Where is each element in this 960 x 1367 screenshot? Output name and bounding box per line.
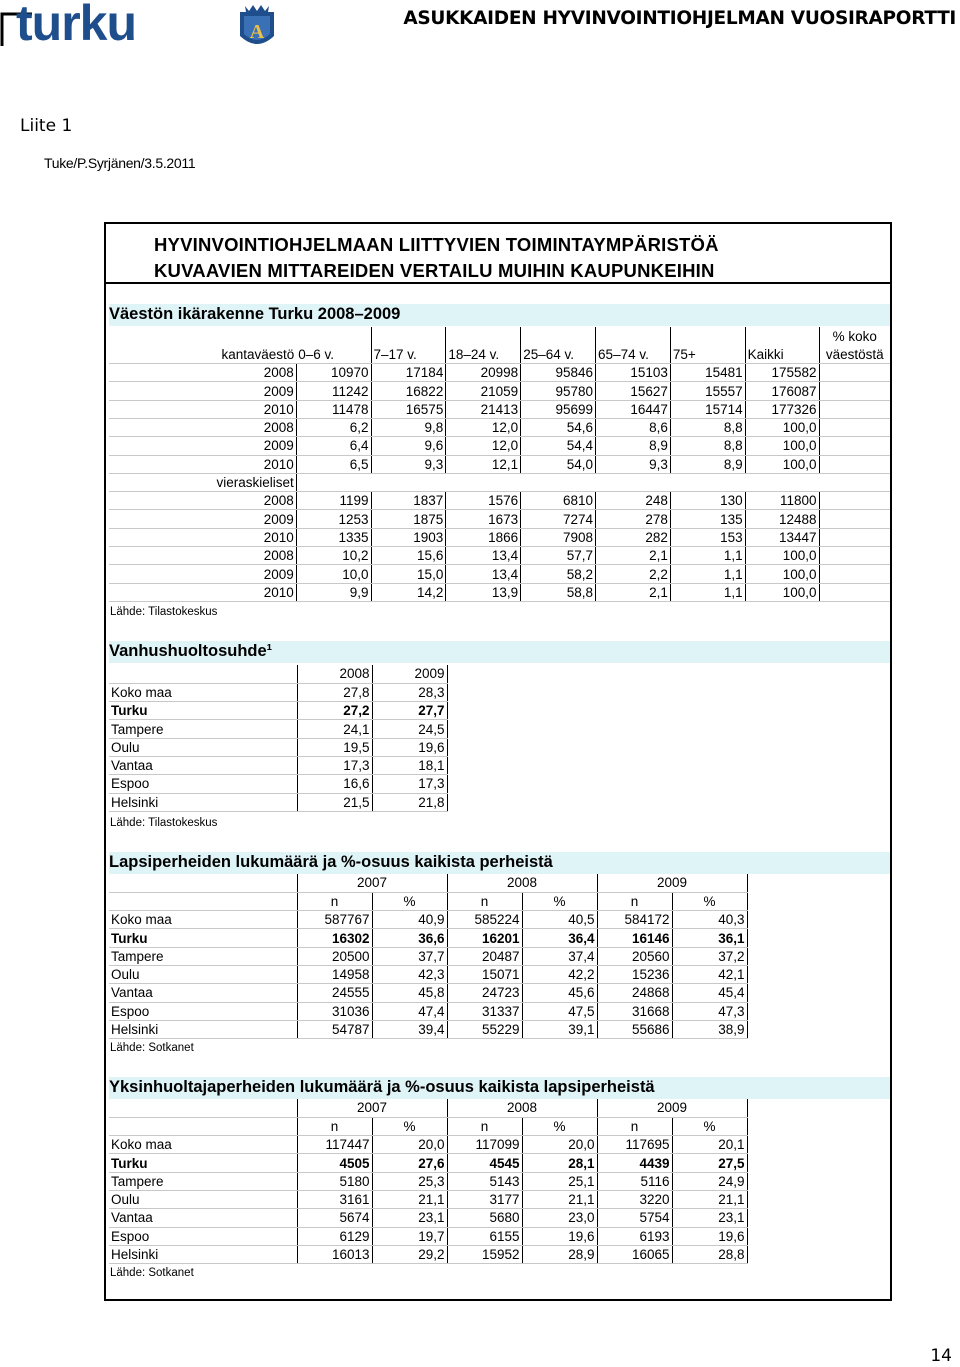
table-cell: 54,6	[521, 418, 596, 436]
table-row	[109, 1172, 747, 1190]
table-cell: 4505	[297, 1154, 372, 1172]
table-cell: 9,6	[371, 437, 446, 455]
table-cell: 5754	[597, 1209, 672, 1227]
table-cell: 2,1	[596, 547, 671, 565]
table-cell: 54787	[297, 1020, 372, 1038]
table-cell: 27,5	[672, 1154, 747, 1172]
families-source: Lähde: Sotkanet	[110, 1042, 194, 1054]
table-cell: 1837	[371, 492, 446, 510]
row-label: Helsinki	[109, 1020, 297, 1038]
table-cell: 13,4	[446, 547, 521, 565]
table-cell: 16447	[596, 400, 671, 418]
table-cell: 177326	[745, 400, 819, 418]
row-label: 2009	[109, 437, 296, 455]
pct-header-line1: % koko	[832, 328, 877, 344]
table-cell: 14958	[297, 965, 372, 983]
table-cell: 20,1	[672, 1136, 747, 1154]
table-cell: 6,5	[296, 455, 371, 473]
table-cell: 24555	[297, 984, 372, 1002]
row-label: Tampere	[109, 1172, 297, 1190]
page-number: 14	[930, 1346, 952, 1366]
table-cell: 20,0	[522, 1136, 597, 1154]
table-cell: 10970	[296, 364, 371, 382]
table-cell: 1,1	[670, 547, 745, 565]
row-label: Helsinki	[109, 793, 297, 811]
table-cell: 100,0	[745, 418, 819, 436]
age-structure-source: Lähde: Tilastokeskus	[110, 606, 218, 618]
table-cell: 12488	[745, 510, 819, 528]
row-label: Turku	[109, 702, 297, 720]
table-row	[109, 583, 890, 601]
row-label: Vantaa	[109, 756, 297, 774]
table-cell: 24,1	[297, 720, 372, 738]
table-cell: 20487	[447, 947, 522, 965]
table-cell: 9,9	[296, 583, 371, 601]
table-row	[109, 947, 747, 965]
table-cell: 54,0	[521, 455, 596, 473]
table-cell: 6,2	[296, 418, 371, 436]
table-cell: 5180	[297, 1172, 372, 1190]
table-cell: 36,6	[372, 929, 447, 947]
table-row	[109, 984, 747, 1002]
table-row	[109, 1154, 747, 1172]
table-cell: 8,9	[596, 437, 671, 455]
table-row	[109, 437, 890, 455]
table-cell: 7908	[521, 528, 596, 546]
row-label: Oulu	[109, 965, 297, 983]
table-cell: 1199	[296, 492, 371, 510]
table-cell: 153	[670, 528, 745, 546]
table-cell: 5116	[597, 1172, 672, 1190]
row-label: Koko maa	[109, 1136, 297, 1154]
table-cell: 8,8	[670, 418, 745, 436]
table-row	[109, 547, 890, 565]
table-cell: 584172	[597, 911, 672, 929]
table-cell: 585224	[447, 911, 522, 929]
table-cell: 3161	[297, 1190, 372, 1208]
table-cell: 587767	[297, 911, 372, 929]
table-cell: 47,5	[522, 1002, 597, 1020]
table-cell: 4439	[597, 1154, 672, 1172]
table-cell: 36,1	[672, 929, 747, 947]
report-frame	[104, 222, 892, 1301]
table-cell: 3220	[597, 1190, 672, 1208]
table-cell: 13,9	[446, 583, 521, 601]
row-label: 2010	[109, 528, 296, 546]
table-row	[109, 775, 447, 793]
table-cell: 13,4	[446, 565, 521, 583]
main-title: HYVINVOINTIOHJELMAAN LIITTYVIEN TOIMINTAYMPÄRISTÖÄ KUVAAVIEN MITTAREIDEN VERTAILU MUIHIN KAUPUNKEIHIN	[154, 234, 719, 281]
table-cell: 5143	[447, 1172, 522, 1190]
table-cell: 16201	[447, 929, 522, 947]
table-cell: 100,0	[745, 437, 819, 455]
table-cell: 40,5	[522, 911, 597, 929]
table-cell: 16822	[371, 382, 446, 400]
table-cell: 27,8	[297, 683, 372, 701]
row-label: Oulu	[109, 738, 297, 756]
table-row	[109, 400, 890, 418]
row-label: Espoo	[109, 1002, 297, 1020]
table-cell: 8,9	[670, 455, 745, 473]
table-row	[109, 528, 890, 546]
row-label: Espoo	[109, 775, 297, 793]
row-label: 2008	[109, 418, 296, 436]
table-cell: 5674	[297, 1209, 372, 1227]
table-cell: 1866	[446, 528, 521, 546]
table-cell: 1875	[371, 510, 446, 528]
age-structure-table	[109, 327, 890, 602]
table-cell: 12,1	[446, 455, 521, 473]
table-cell: 20560	[597, 947, 672, 965]
table-cell: 42,1	[672, 965, 747, 983]
age-header-row: kantaväestö 0–6 v. 7–17 v. 18–24 v. 25–64 v. 65–74 v. 75+ Kaikki väestöstä	[109, 345, 890, 363]
table-cell: 58,2	[521, 565, 596, 583]
foreign-label-row: vieraskieliset	[109, 473, 890, 491]
table-cell: 20500	[297, 947, 372, 965]
row-label: 2008	[109, 492, 296, 510]
table-cell: 12,0	[446, 418, 521, 436]
table-cell: 21059	[446, 382, 521, 400]
table-cell: 28,1	[522, 1154, 597, 1172]
table-cell: 27,2	[297, 702, 372, 720]
table-cell: 28,9	[522, 1245, 597, 1263]
age-structure-title: Väestön ikärakenne Turku 2008–2009	[109, 305, 401, 323]
table-cell: 12,0	[446, 437, 521, 455]
row-label: 2008	[109, 547, 296, 565]
table-cell: 23,0	[522, 1209, 597, 1227]
table-cell: 20,0	[372, 1136, 447, 1154]
table-cell: 19,5	[297, 738, 372, 756]
row-label: 2010	[109, 583, 296, 601]
table-cell: 11242	[296, 382, 371, 400]
table-row	[109, 382, 890, 400]
table-cell: 23,1	[672, 1209, 747, 1227]
table-row	[109, 1136, 747, 1154]
table-cell: 21,1	[672, 1190, 747, 1208]
table-cell: 1335	[296, 528, 371, 546]
table-row	[109, 683, 447, 701]
table-cell: 39,1	[522, 1020, 597, 1038]
row-label: 2009	[109, 382, 296, 400]
table-cell: 282	[596, 528, 671, 546]
table-cell: 47,4	[372, 1002, 447, 1020]
table-cell: 16146	[597, 929, 672, 947]
table-cell: 130	[670, 492, 745, 510]
table-row	[109, 738, 447, 756]
table-cell: 20998	[446, 364, 521, 382]
table-row	[109, 364, 890, 382]
table-cell: 24723	[447, 984, 522, 1002]
author-line: Tuke/P.Syrjänen/3.5.2011	[44, 155, 196, 171]
families-title: Lapsiperheiden lukumäärä ja %-osuus kaikista perheistä	[109, 853, 553, 871]
table-row	[109, 1020, 747, 1038]
table-cell: 21413	[446, 400, 521, 418]
table-cell: 21,8	[372, 793, 447, 811]
table-cell: 28,3	[372, 683, 447, 701]
table-cell: 15103	[596, 364, 671, 382]
table-cell: 16575	[371, 400, 446, 418]
table-cell: 9,8	[371, 418, 446, 436]
table-cell: 16,6	[297, 775, 372, 793]
table-cell: 42,3	[372, 965, 447, 983]
table-cell: 37,4	[522, 947, 597, 965]
row-label: Helsinki	[109, 1245, 297, 1263]
table-cell: 100,0	[745, 565, 819, 583]
row-label: 2010	[109, 400, 296, 418]
table-row	[109, 565, 890, 583]
table-cell: 117695	[597, 1136, 672, 1154]
turku-logo	[0, 0, 280, 56]
table-cell: 55686	[597, 1020, 672, 1038]
table-row	[109, 1245, 747, 1263]
table-cell: 40,9	[372, 911, 447, 929]
table-cell: 15236	[597, 965, 672, 983]
table-cell: 55229	[447, 1020, 522, 1038]
table-cell: 11800	[745, 492, 819, 510]
table-cell: 100,0	[745, 547, 819, 565]
table-cell: 176087	[745, 382, 819, 400]
table-cell: 11478	[296, 400, 371, 418]
table-cell: 1,1	[670, 583, 745, 601]
table-cell: 15071	[447, 965, 522, 983]
table-cell: 36,4	[522, 929, 597, 947]
table-cell: 8,6	[596, 418, 671, 436]
table-cell: 28,8	[672, 1245, 747, 1263]
table-cell: 15952	[447, 1245, 522, 1263]
table-cell: 21,1	[372, 1190, 447, 1208]
table-cell: 13447	[745, 528, 819, 546]
table-cell: 24,9	[672, 1172, 747, 1190]
table-cell: 15557	[670, 382, 745, 400]
svg-text:A: A	[249, 21, 265, 43]
table-cell: 19,7	[372, 1227, 447, 1245]
row-label: Vantaa	[109, 1209, 297, 1227]
table-row	[109, 756, 447, 774]
table-cell: 40,3	[672, 911, 747, 929]
table-row	[109, 1209, 747, 1227]
table-cell: 95846	[521, 364, 596, 382]
dependency-source: Lähde: Tilastokeskus	[110, 817, 218, 829]
table-cell: 24868	[597, 984, 672, 1002]
row-label: Koko maa	[109, 911, 297, 929]
row-label: Espoo	[109, 1227, 297, 1245]
row-label: Oulu	[109, 1190, 297, 1208]
table-cell: 1903	[371, 528, 446, 546]
table-cell: 24,5	[372, 720, 447, 738]
table-cell: 248	[596, 492, 671, 510]
table-row	[109, 793, 447, 811]
appendix-label: Liite 1	[20, 116, 73, 136]
table-cell: 54,4	[521, 437, 596, 455]
table-cell: 175582	[745, 364, 819, 382]
table-cell: 23,1	[372, 1209, 447, 1227]
table-row	[109, 510, 890, 528]
logo-wordmark: turku	[16, 0, 136, 51]
table-cell: 6193	[597, 1227, 672, 1245]
table-cell: 19,6	[672, 1227, 747, 1245]
coat-of-arms-icon	[240, 5, 274, 44]
table-cell: 5680	[447, 1209, 522, 1227]
single-parent-source: Lähde: Sotkanet	[110, 1267, 194, 1279]
table-cell: 27,6	[372, 1154, 447, 1172]
table-cell: 31036	[297, 1002, 372, 1020]
table-row	[109, 492, 890, 510]
table-cell: 2,2	[596, 565, 671, 583]
row-label: 2010	[109, 455, 296, 473]
table-cell: 1673	[446, 510, 521, 528]
table-row	[109, 929, 747, 947]
table-cell: 25,1	[522, 1172, 597, 1190]
table-cell: 31337	[447, 1002, 522, 1020]
table-cell: 3177	[447, 1190, 522, 1208]
table-cell: 38,9	[672, 1020, 747, 1038]
table-cell: 15481	[670, 364, 745, 382]
table-cell: 10,2	[296, 547, 371, 565]
table-cell: 15,6	[371, 547, 446, 565]
table-cell: 45,8	[372, 984, 447, 1002]
row-label: Turku	[109, 1154, 297, 1172]
row-label: 2008	[109, 364, 296, 382]
table-row	[109, 965, 747, 983]
table-cell: 117099	[447, 1136, 522, 1154]
table-cell: 37,7	[372, 947, 447, 965]
table-cell: 9,3	[596, 455, 671, 473]
table-cell: 10,0	[296, 565, 371, 583]
table-cell: 16065	[597, 1245, 672, 1263]
table-cell: 39,4	[372, 1020, 447, 1038]
table-row	[109, 455, 890, 473]
row-label: Tampere	[109, 947, 297, 965]
table-cell: 9,3	[371, 455, 446, 473]
table-cell: 17184	[371, 364, 446, 382]
table-cell: 21,1	[522, 1190, 597, 1208]
families-table: 2007 2008 2009 n % n % n % Koko maa 587767 40,9 585224 40,5 584172 40,3 Turku 16302 36,6 16201 36,4 16146 36,1 Tampere 20500 37,7 20487 37,4 20560 37,2 Oulu 14958 42,3 15071 42,2 15236 42,1 Vantaa 24555 45,8 24723 45,6 24868 45,4 Espoo 31036 47,4 31337 47,5 31668 47,3 Helsinki 54787 39,4 55229 39,1 55686 38,9	[109, 874, 748, 1039]
table-cell: 47,3	[672, 1002, 747, 1020]
table-cell: 16013	[297, 1245, 372, 1263]
row-label: 2009	[109, 510, 296, 528]
table-cell: 117447	[297, 1136, 372, 1154]
table-cell: 42,2	[522, 965, 597, 983]
table-cell: 19,6	[522, 1227, 597, 1245]
table-cell: 57,7	[521, 547, 596, 565]
table-cell: 278	[596, 510, 671, 528]
table-cell: 17,3	[372, 775, 447, 793]
dependency-table: 2008 2009 Koko maa 27,8 28,3 Turku 27,2 27,7 Tampere 24,1 24,5 Oulu 19,5 19,6 Vantaa 17,3 18,1 Espoo 16,6 17,3 Helsinki 21,5 21,8	[109, 665, 448, 812]
table-row	[109, 418, 890, 436]
table-row	[109, 702, 447, 720]
dependency-title: Vanhushuoltosuhde¹	[109, 642, 273, 660]
table-cell: 58,8	[521, 583, 596, 601]
table-cell: 1576	[446, 492, 521, 510]
table-cell: 17,3	[297, 756, 372, 774]
table-cell: 6155	[447, 1227, 522, 1245]
table-cell: 6129	[297, 1227, 372, 1245]
report-title: ASUKKAIDEN HYVINVOINTIOHJELMAN VUOSIRAPORTTI	[403, 8, 956, 29]
table-cell: 21,5	[297, 793, 372, 811]
table-cell: 1,1	[670, 565, 745, 583]
table-cell: 6810	[521, 492, 596, 510]
table-row	[109, 1227, 747, 1245]
table-cell: 135	[670, 510, 745, 528]
table-cell: 27,7	[372, 702, 447, 720]
table-cell: 100,0	[745, 583, 819, 601]
table-cell: 7274	[521, 510, 596, 528]
table-cell: 31668	[597, 1002, 672, 1020]
table-cell: 16302	[297, 929, 372, 947]
title-divider	[106, 282, 890, 284]
table-cell: 37,2	[672, 947, 747, 965]
table-cell: 15714	[670, 400, 745, 418]
table-cell: 95699	[521, 400, 596, 418]
table-cell: 15,0	[371, 565, 446, 583]
row-label: 2009	[109, 565, 296, 583]
table-cell: 1253	[296, 510, 371, 528]
table-cell: 45,4	[672, 984, 747, 1002]
table-row	[109, 720, 447, 738]
single-parent-title: Yksinhuoltajaperheiden lukumäärä ja %-osuus kaikista lapsiperheistä	[109, 1078, 655, 1096]
table-cell: 18,1	[372, 756, 447, 774]
table-cell: 6,4	[296, 437, 371, 455]
table-cell: 8,8	[670, 437, 745, 455]
table-cell: 2,1	[596, 583, 671, 601]
single-parent-table: 2007 2008 2009 n % n % n % Koko maa 117447 20,0 117099 20,0 117695 20,1 Turku 4505 27,6 4545 28,1 4439 27,5 Tampere 5180 25,3 5143 25,1 5116 24,9 Oulu 3161 21,1 3177 21,1 3220 21,1 Vantaa 5674 23,1 5680 23,0 5754 23,1 Espoo 6129 19,7 6155 19,6 6193 19,6 Helsinki 16013 29,2 15952 28,9 16065 28,8	[109, 1099, 748, 1264]
table-cell: 100,0	[745, 455, 819, 473]
table-cell: 19,6	[372, 738, 447, 756]
row-label: Tampere	[109, 720, 297, 738]
table-cell: 45,6	[522, 984, 597, 1002]
table-cell: 25,3	[372, 1172, 447, 1190]
table-cell: 14,2	[371, 583, 446, 601]
table-row	[109, 1190, 747, 1208]
table-row	[109, 1002, 747, 1020]
row-label: Koko maa	[109, 683, 297, 701]
table-row	[109, 911, 747, 929]
table-cell: 95780	[521, 382, 596, 400]
table-cell: 15627	[596, 382, 671, 400]
table-cell: 29,2	[372, 1245, 447, 1263]
row-label: Turku	[109, 929, 297, 947]
row-label: Vantaa	[109, 984, 297, 1002]
table-cell: 4545	[447, 1154, 522, 1172]
